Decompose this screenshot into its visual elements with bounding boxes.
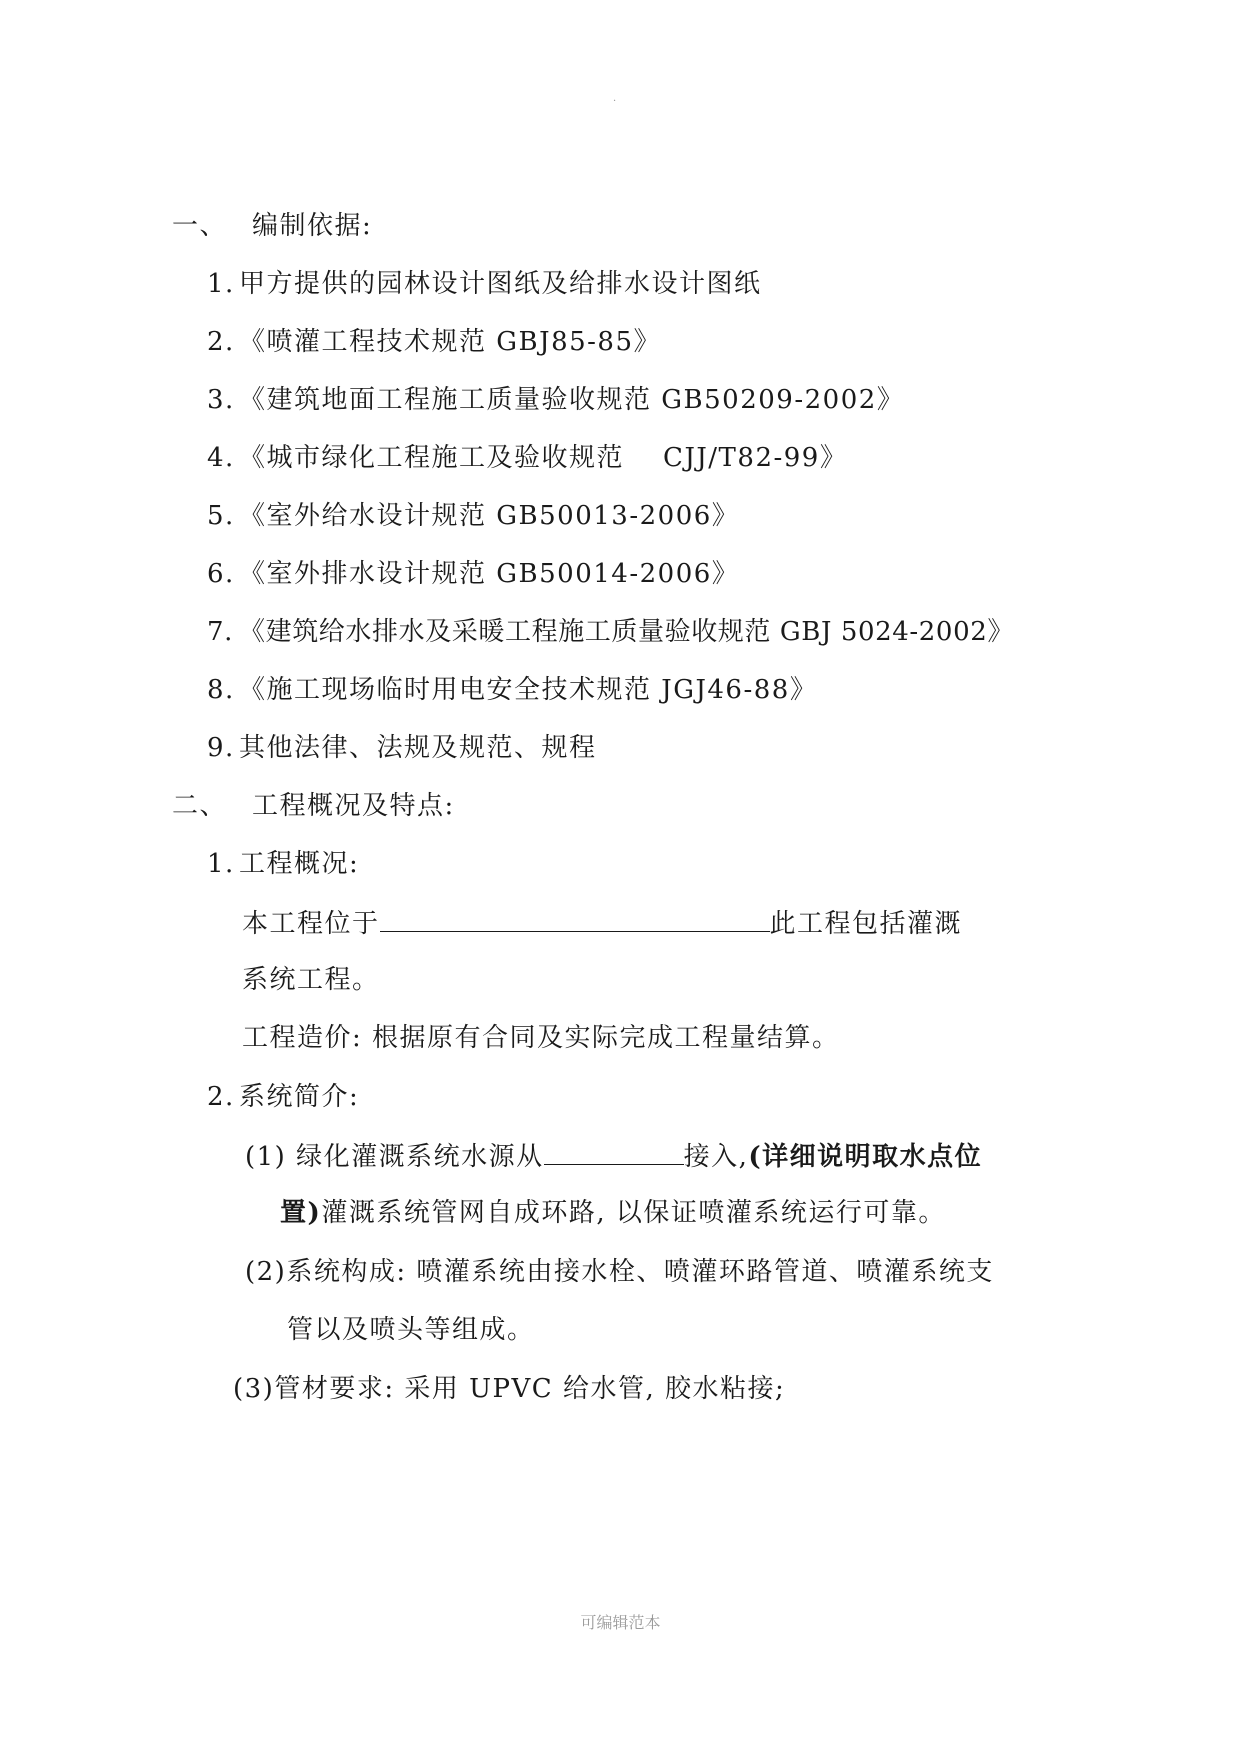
list-item-text: 《室外排水设计规范 GB50014-2006》: [239, 559, 740, 589]
subsection-number: 2.: [207, 1082, 235, 1112]
list-item-text: 《建筑地面工程施工质量验收规范 GB50209-2002》: [239, 385, 905, 415]
list-item-number: 3.: [207, 385, 235, 415]
system-item-1: [245, 1138, 982, 1174]
system-item-1-bold-end: 置): [280, 1198, 322, 1228]
list-item: [207, 673, 817, 707]
section1-number: 一、: [172, 211, 228, 241]
section2-heading: [172, 789, 455, 823]
list-item-number: 8.: [207, 675, 235, 705]
list-item-text: 其他法律、法规及规范、规程: [239, 733, 597, 763]
list-item-text: 《城市绿化工程施工及验收规范 CJJ/T82-99》: [239, 443, 848, 473]
list-item-text: 《建筑给水排水及采暖工程施工质量验收规范 GBJ 5024-2002》: [239, 617, 1014, 647]
list-item: [207, 615, 1014, 649]
location-paragraph: [242, 905, 962, 941]
section1-title: 编制依据:: [252, 211, 373, 241]
location-blank-field[interactable]: [380, 905, 770, 932]
list-item: [207, 267, 762, 301]
list-item-number: 5.: [207, 501, 235, 531]
subsection-title: 工程概况:: [239, 849, 360, 879]
system-item-3: (3)管材要求: 采用 UPVC 给水管, 胶水粘接;: [233, 1374, 786, 1404]
subsection-title: 系统简介:: [239, 1082, 360, 1112]
list-item-number: 6.: [207, 559, 235, 589]
system-item-1-cont: 灌溉系统管网自成环路, 以保证喷灌系统运行可靠。: [321, 1198, 946, 1228]
subsection-number: 1.: [207, 849, 235, 879]
list-item-text: 《施工现场临时用电安全技术规范 JGJ46-88》: [239, 675, 818, 705]
list-item-number: 2.: [207, 327, 235, 357]
header-mark: ·: [613, 96, 617, 107]
system-item-2: (2)系统构成: 喷灌系统由接水栓、喷灌环路管道、喷灌系统支: [245, 1257, 994, 1287]
section1-heading: [172, 209, 372, 243]
section2-number: 二、: [172, 791, 228, 821]
list-item-text: 《室外给水设计规范 GB50013-2006》: [239, 501, 740, 531]
system-item-1-mid: 接入,: [683, 1142, 749, 1172]
system-item-2-continuation: 管以及喷头等组成。: [287, 1315, 535, 1345]
list-item-text: 甲方提供的园林设计图纸及给排水设计图纸: [239, 269, 762, 299]
list-item: [207, 325, 661, 359]
footer-watermark: 可编辑范本: [580, 1613, 661, 1632]
subsection-heading: [207, 1080, 359, 1114]
list-item: [207, 731, 597, 765]
list-item: [207, 383, 904, 417]
location-prefix: 本工程位于: [242, 909, 380, 939]
system-item-1-continuation: [280, 1196, 946, 1230]
location-suffix: 此工程包括灌溉: [769, 909, 963, 939]
list-item-text: 《喷灌工程技术规范 GBJ85-85》: [239, 327, 662, 357]
list-item-number: 7.: [207, 617, 234, 647]
water-source-blank-field[interactable]: [544, 1138, 684, 1165]
section2-title: 工程概况及特点:: [252, 791, 455, 821]
list-item: [207, 499, 739, 533]
location-continuation: 系统工程。: [242, 965, 380, 995]
system-item-1-prefix: (1) 绿化灌溉系统水源从: [245, 1142, 544, 1172]
list-item-number: 4.: [207, 443, 235, 473]
list-item: [207, 441, 847, 475]
subsection-heading: [207, 847, 359, 881]
list-item: [207, 557, 739, 591]
cost-paragraph: 工程造价: 根据原有合同及实际完成工程量结算。: [242, 1023, 840, 1053]
list-item-number: 1.: [207, 269, 235, 299]
list-item-number: 9.: [207, 733, 235, 763]
system-item-1-bold: (详细说明取水点位: [748, 1142, 983, 1172]
